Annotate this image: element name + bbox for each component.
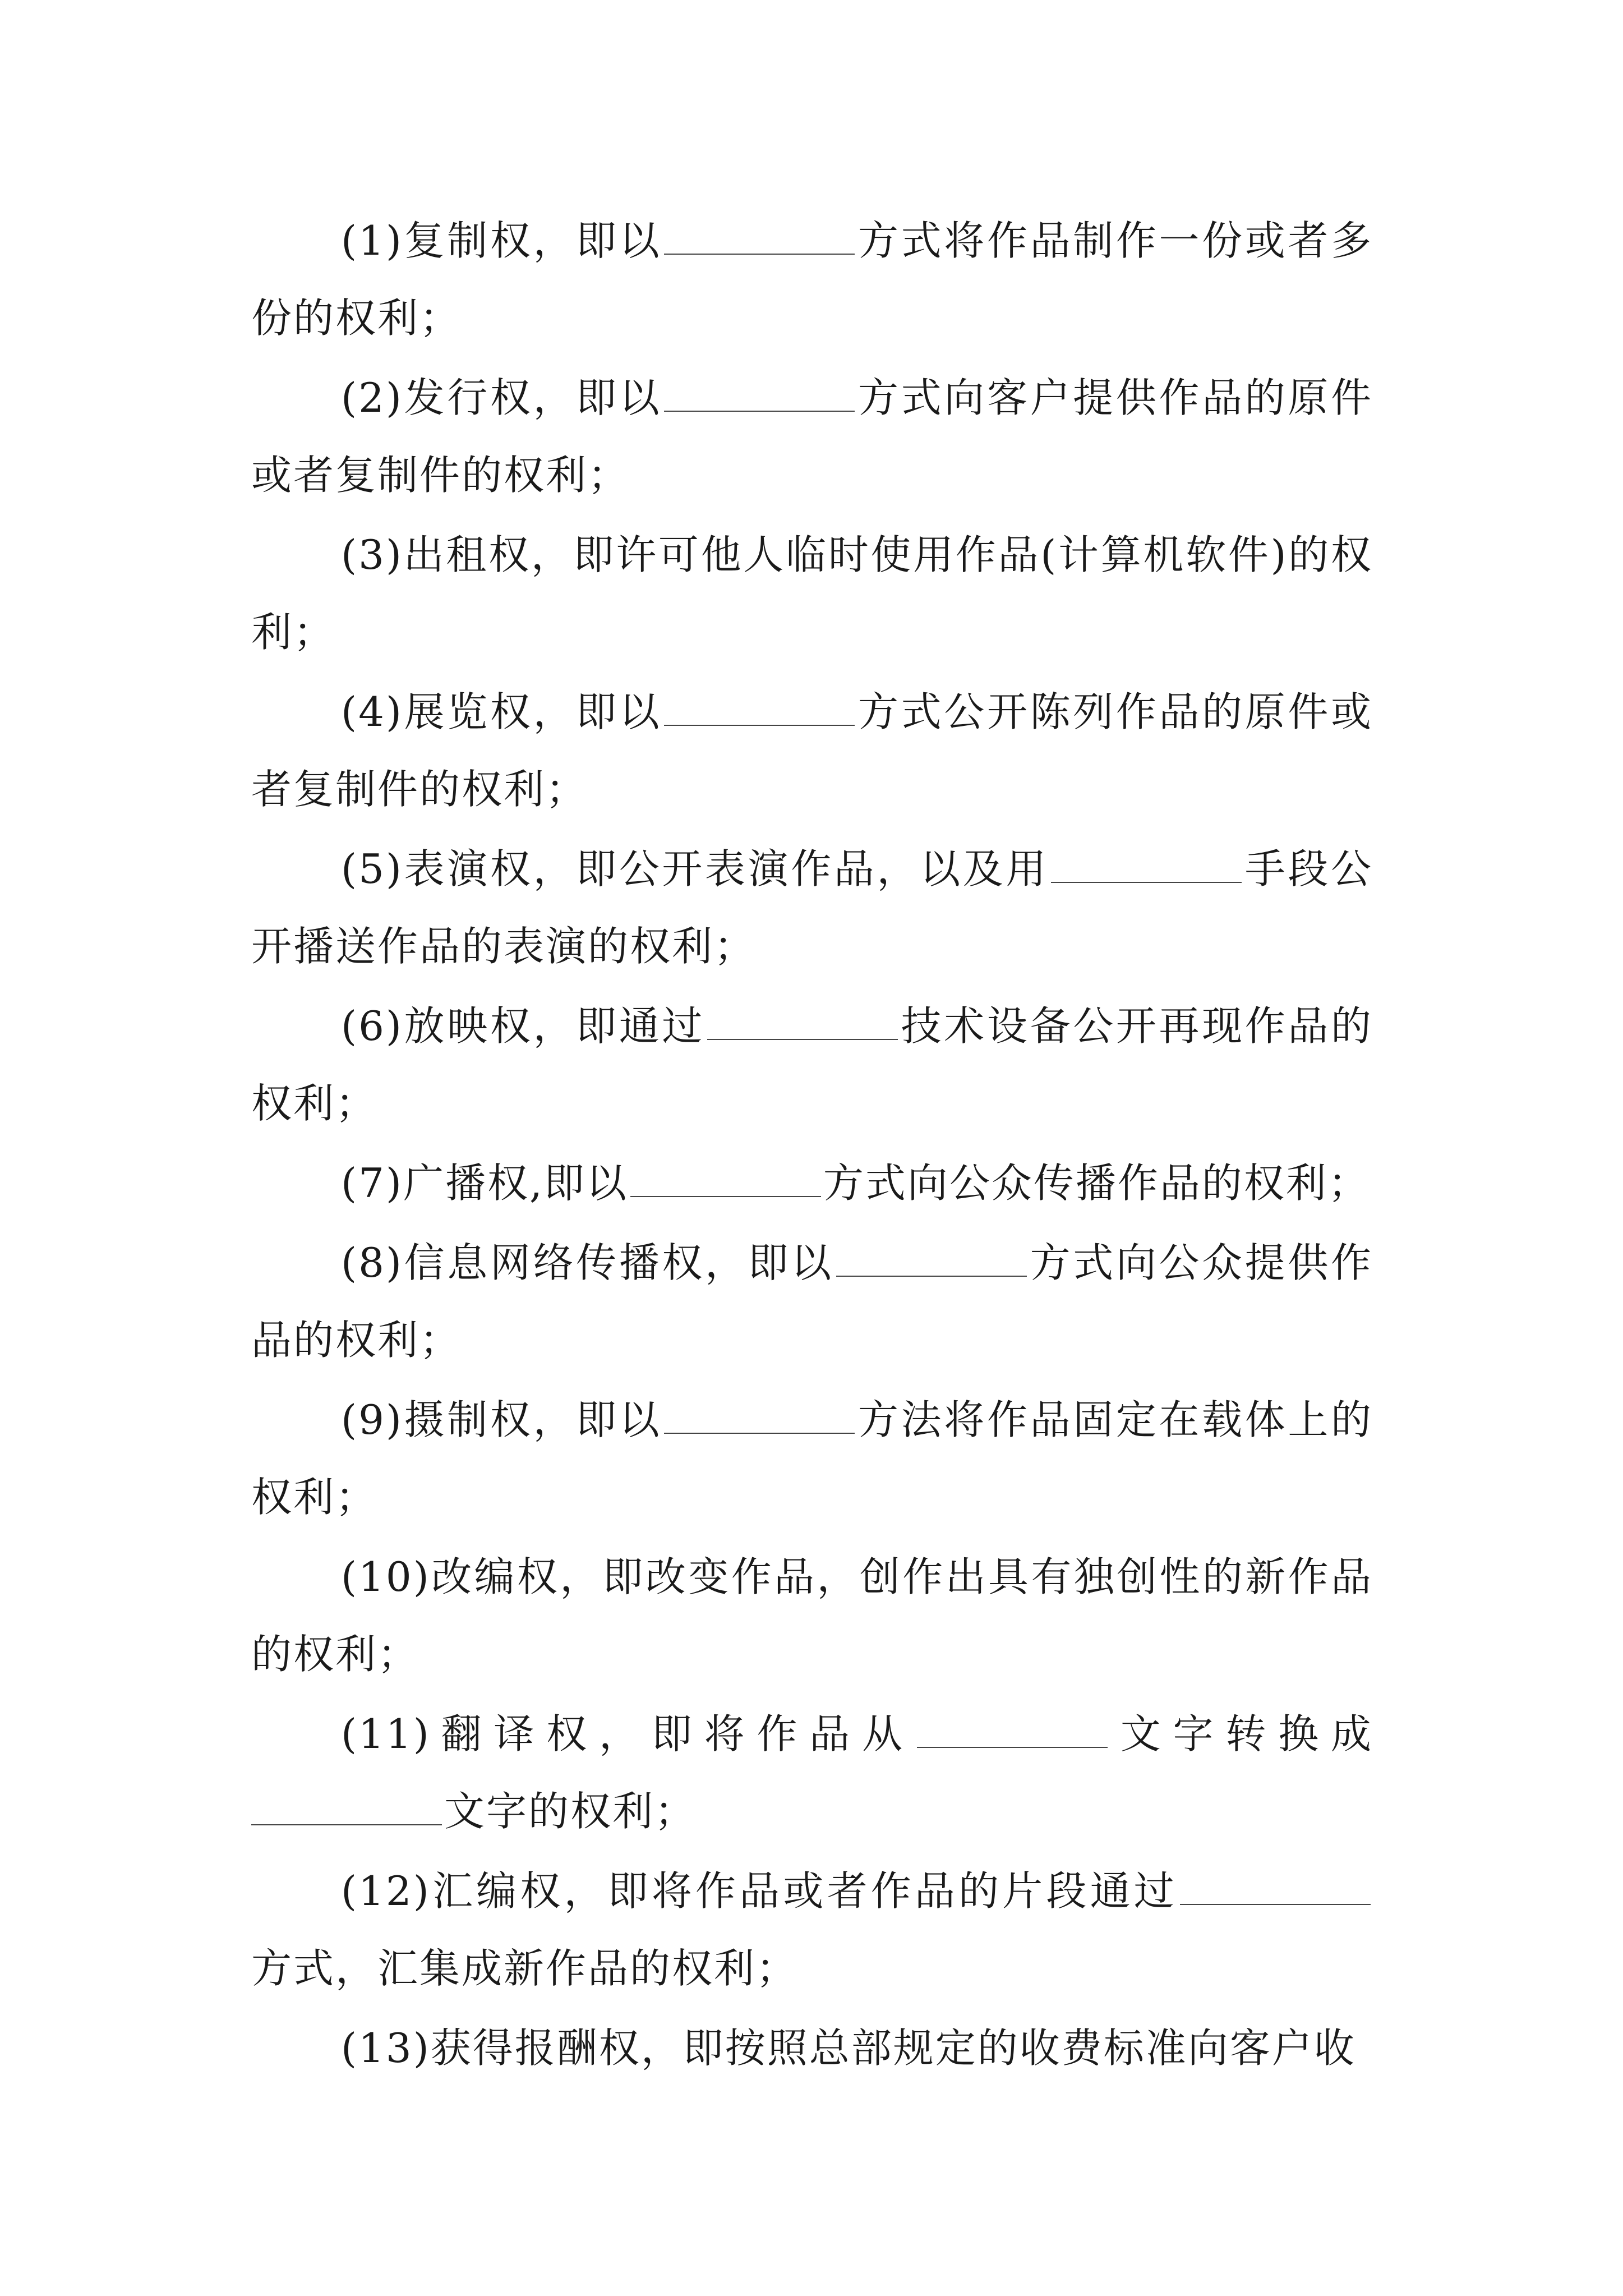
clause-text: 信息网络传播权，即以	[403, 1239, 834, 1286]
clause-text: 发行权，即以	[403, 374, 662, 421]
clause-number: (5)	[341, 845, 403, 892]
clause-text: 改编权，即改变作品，创作出具有独创性的新作品的权利；	[251, 1553, 1373, 1678]
clause-text: 方式向公众传播作品的权利；	[823, 1159, 1370, 1207]
clause-text: 手段公开播送作品的表演的权利；	[251, 845, 1373, 970]
fill-blank	[251, 1791, 442, 1825]
clause-text: 技术设备公开再现作品的权利；	[251, 1002, 1373, 1127]
fill-blank	[664, 691, 855, 726]
fill-blank	[836, 1242, 1027, 1277]
clause-13	[251, 2009, 1373, 2087]
clause-text: 翻译权，即将作品从	[430, 1710, 915, 1757]
clause-number: (12)	[341, 1867, 431, 1915]
fill-blank	[917, 1713, 1108, 1748]
clause-text: 放映权，即通过	[403, 1002, 706, 1050]
clause-3	[251, 516, 1373, 671]
clause-text: 摄制权，即以	[403, 1396, 662, 1443]
clause-number: (8)	[341, 1239, 403, 1286]
clause-number: (10)	[341, 1553, 431, 1600]
fill-blank	[1051, 848, 1242, 883]
clause-text: 文字转换成	[1109, 1710, 1373, 1757]
clause-number: (13)	[341, 2024, 431, 2072]
clause-number: (3)	[341, 531, 403, 578]
clause-11	[251, 1695, 1373, 1850]
clause-text: 方式公开陈列作品的原件或者复制件的权利；	[251, 688, 1373, 813]
clause-text: 表演权，即公开表演作品，以及用	[403, 845, 1049, 892]
fill-blank	[630, 1162, 821, 1197]
fill-blank	[664, 377, 855, 412]
clause-number: (4)	[341, 688, 403, 735]
clause-text: 方式向客户提供作品的原件或者复制件的权利；	[251, 374, 1373, 499]
clause-text: 出租权，即许可他人临时使用作品(计算机软件)的权利；	[251, 531, 1373, 656]
clause-text: 方式向公众提供作品的权利；	[251, 1239, 1373, 1364]
fill-blank	[664, 220, 855, 255]
fill-blank	[1180, 1870, 1371, 1905]
clause-4	[251, 673, 1373, 828]
clause-number: (9)	[341, 1396, 403, 1443]
clause-text: 获得报酬权，即按照总部规定的收费标准向客户收	[430, 2024, 1356, 2072]
document-page	[251, 202, 1373, 2089]
clause-text: 方式，汇集成新作品的权利；	[251, 1945, 799, 1992]
clause-2	[251, 359, 1373, 514]
clause-number: (11)	[341, 1710, 431, 1757]
clause-text: 复制权，即以	[403, 217, 662, 264]
clause-number: (2)	[341, 374, 403, 421]
fill-blank	[707, 1005, 898, 1040]
clause-number: (6)	[341, 1002, 403, 1050]
clause-10	[251, 1538, 1373, 1693]
clause-5	[251, 830, 1373, 985]
clause-7	[251, 1144, 1373, 1222]
fill-blank	[664, 1399, 855, 1434]
clause-text: 展览权，即以	[403, 688, 662, 735]
clause-text: 方式将作品制作一份或者多份的权利；	[251, 217, 1373, 342]
clause-8	[251, 1224, 1373, 1379]
clause-1	[251, 202, 1373, 357]
clause-number: (7)	[341, 1159, 403, 1207]
clause-text: 广播权,即以	[403, 1159, 628, 1207]
clause-12	[251, 1852, 1373, 2007]
clause-text: 文字的权利；	[444, 1788, 697, 1835]
clause-number: (1)	[341, 217, 403, 264]
clause-text: 方法将作品固定在载体上的权利；	[251, 1396, 1373, 1521]
clause-6	[251, 987, 1373, 1142]
clause-9	[251, 1381, 1373, 1536]
clause-text: 汇编权，即将作品或者作品的片段通过	[430, 1867, 1178, 1915]
